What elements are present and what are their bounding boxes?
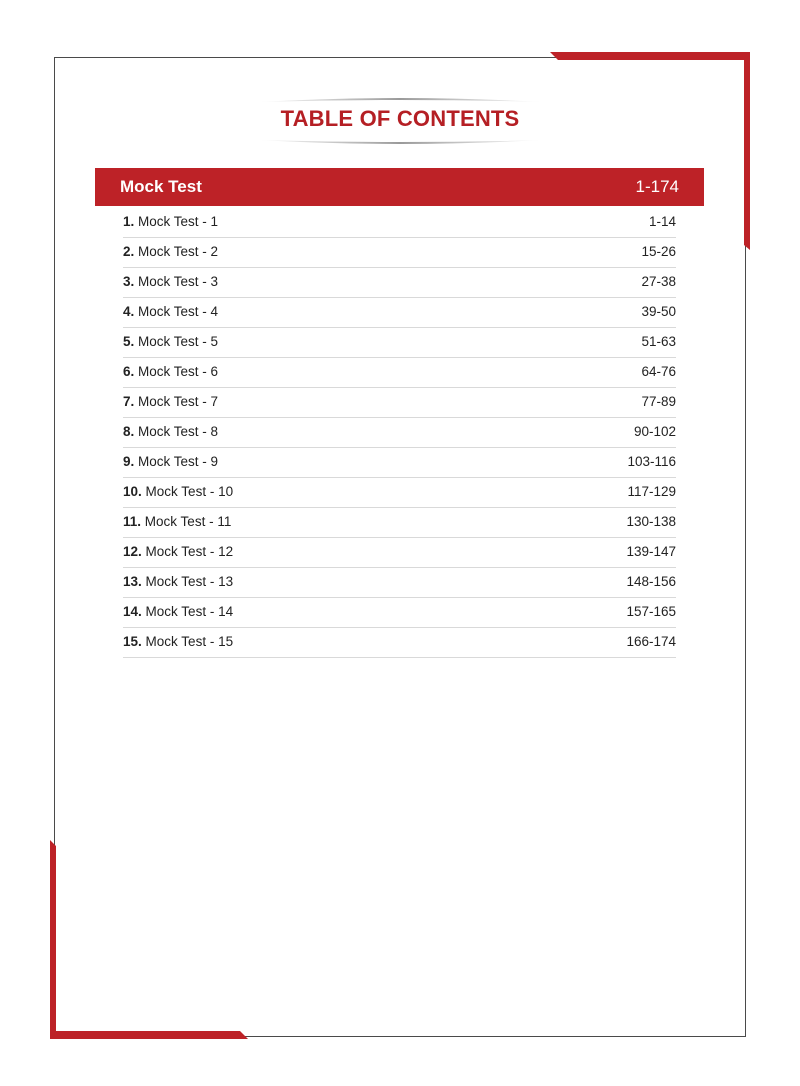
toc-entry[interactable] [123, 508, 676, 538]
bottom-left-corner-accent [48, 840, 250, 1042]
entry-pages: 148-156 [626, 574, 676, 589]
entry-number: 14. [123, 604, 142, 619]
toc-title-block [258, 96, 542, 146]
toc-entry[interactable] [123, 298, 676, 328]
section-page-range: 1-174 [635, 177, 679, 196]
entry-pages: 103-116 [627, 454, 676, 469]
entry-title: Mock Test - 14 [145, 604, 234, 619]
toc-list [123, 208, 676, 658]
entry-title: Mock Test - 13 [145, 574, 234, 589]
entry-pages: 15-26 [641, 244, 676, 259]
toc-entry[interactable] [123, 238, 676, 268]
entry-number: 2. [123, 244, 135, 259]
toc-entry[interactable] [123, 628, 676, 658]
toc-entry[interactable] [123, 388, 676, 418]
entry-number: 7. [123, 394, 135, 409]
toc-entry[interactable] [123, 538, 676, 568]
toc-entry[interactable] [123, 598, 676, 628]
entry-title: Mock Test - 15 [145, 634, 234, 649]
entry-pages: 90-102 [633, 424, 676, 439]
entry-number: 12. [123, 544, 142, 559]
entry-number: 9. [123, 454, 135, 469]
entry-pages: 117-129 [627, 484, 676, 499]
entry-number: 3. [123, 274, 135, 289]
toc-entry[interactable] [123, 568, 676, 598]
entry-pages: 166-174 [626, 634, 676, 649]
entry-pages: 51-63 [641, 334, 676, 349]
entry-title: Mock Test - 2 [138, 244, 219, 259]
toc-entry[interactable] [123, 328, 676, 358]
entry-pages: 77-89 [641, 394, 676, 409]
entry-number: 15. [123, 634, 142, 649]
entry-number: 10. [123, 484, 142, 499]
entry-pages: 157-165 [626, 604, 676, 619]
entry-title: Mock Test - 3 [138, 274, 219, 289]
entry-title: Mock Test - 12 [145, 544, 234, 559]
entry-title: Mock Test - 8 [138, 424, 219, 439]
page-title: TABLE OF CONTENTS [280, 106, 520, 131]
section-header-mock-test[interactable] [95, 168, 704, 206]
entry-pages: 1-14 [648, 214, 676, 229]
entry-pages: 27-38 [641, 274, 676, 289]
entry-title: Mock Test - 7 [138, 394, 219, 409]
entry-title: Mock Test - 6 [138, 364, 219, 379]
entry-pages: 130-138 [626, 514, 676, 529]
entry-title: Mock Test - 1 [138, 214, 219, 229]
toc-entry[interactable] [123, 208, 676, 238]
toc-entry[interactable] [123, 448, 676, 478]
entry-title: Mock Test - 5 [138, 334, 219, 349]
entry-number: 8. [123, 424, 135, 439]
entry-number: 5. [123, 334, 135, 349]
entry-pages: 139-147 [626, 544, 676, 559]
toc-entry[interactable] [123, 478, 676, 508]
title-bottom-swoosh [258, 138, 542, 146]
entry-title: Mock Test - 9 [138, 454, 219, 469]
entry-title: Mock Test - 4 [138, 304, 219, 319]
title-top-swoosh [258, 96, 542, 104]
toc-entry[interactable] [123, 358, 676, 388]
section-label: Mock Test [120, 177, 202, 196]
entry-number: 11. [123, 514, 142, 529]
toc-entry[interactable] [123, 418, 676, 448]
entry-pages: 39-50 [641, 304, 676, 319]
entry-number: 1. [123, 214, 135, 229]
entry-title: Mock Test - 10 [145, 484, 234, 499]
entry-title: Mock Test - 11 [144, 514, 232, 529]
toc-entry[interactable] [123, 268, 676, 298]
entry-number: 4. [123, 304, 135, 319]
entry-pages: 64-76 [641, 364, 676, 379]
entry-number: 6. [123, 364, 135, 379]
entry-number: 13. [123, 574, 142, 589]
